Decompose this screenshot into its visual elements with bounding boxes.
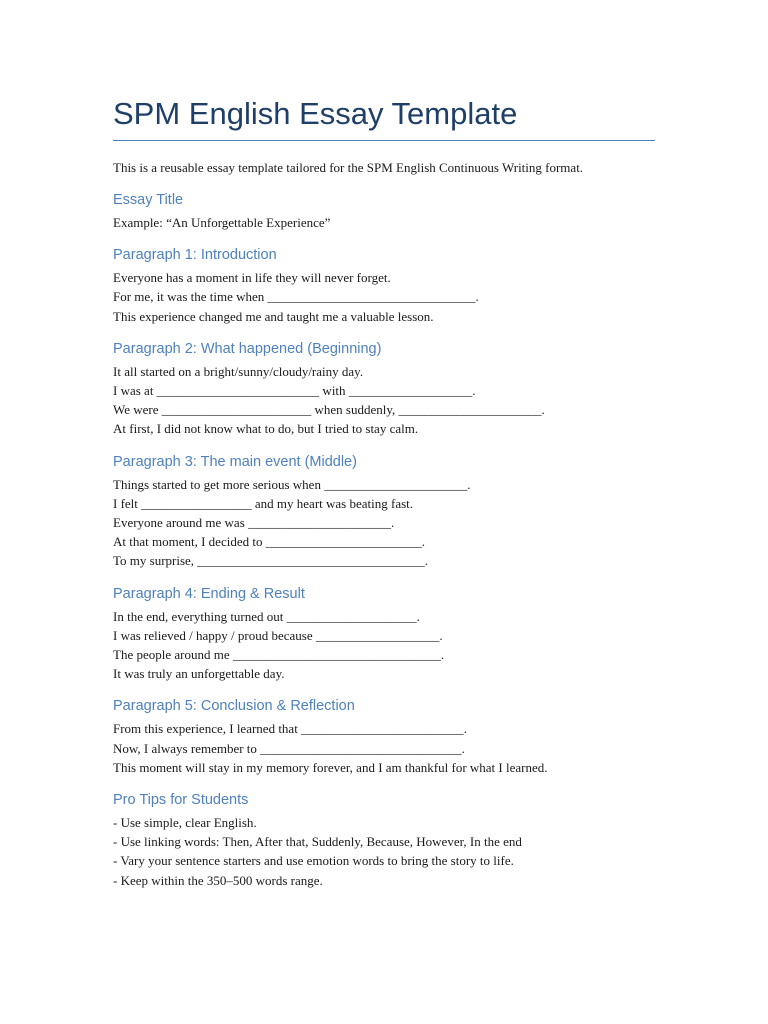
- section-line: This experience changed me and taught me a valuable lesson.: [113, 308, 434, 324]
- section-pro-tips: [113, 790, 655, 890]
- section-line: I felt _________________ and my heart was beating fast.: [113, 495, 414, 511]
- section-paragraph-2: [113, 339, 655, 439]
- section-heading: Paragraph 3: The main event (Middle): [113, 453, 357, 470]
- section-line: To my surprise, ___________________________________.: [113, 553, 429, 569]
- section-line: For me, it was the time when ________________________________.: [113, 289, 479, 305]
- section-line: Things started to get more serious when ______________________.: [113, 476, 471, 492]
- intro-text: This is a reusable essay template tailored for the SPM English Continuous Writing format.: [113, 160, 584, 175]
- tip-item: - Use linking words: Then, After that, Suddenly, Because, However, In the end: [113, 834, 522, 850]
- section-paragraph-3: [113, 452, 655, 571]
- document-page: [113, 92, 655, 890]
- section-line: I was relieved / happy / proud because ___________________.: [113, 627, 443, 643]
- section-line: Example: “An Unforgettable Experience”: [113, 215, 331, 230]
- section-line: I was at _________________________ with ___________________.: [113, 383, 476, 399]
- section-heading: Paragraph 1: Introduction: [113, 247, 277, 264]
- section-essay-title: [113, 190, 655, 232]
- section-paragraph-1: [113, 245, 655, 326]
- tip-item: - Use simple, clear English.: [113, 815, 257, 831]
- tip-item: - Vary your sentence starters and use emotion words to bring the story to life.: [113, 853, 514, 869]
- section-line: Everyone around me was ______________________.: [113, 515, 395, 531]
- section-heading: Paragraph 2: What happened (Beginning): [113, 340, 382, 357]
- section-line: Now, I always remember to _______________________________.: [113, 740, 465, 756]
- section-line: At that moment, I decided to ________________________.: [113, 534, 425, 550]
- section-line: It all started on a bright/sunny/cloudy/rainy day.: [113, 363, 364, 379]
- section-paragraph-4: [113, 584, 655, 684]
- section-line: From this experience, I learned that _________________________.: [113, 721, 467, 737]
- section-heading: Paragraph 4: Ending & Result: [113, 585, 305, 602]
- section-line: In the end, everything turned out ____________________.: [113, 608, 420, 624]
- section-line: This moment will stay in my memory forever, and I am thankful for what I learned.: [113, 759, 548, 775]
- section-line: It was truly an unforgettable day.: [113, 666, 285, 682]
- title-divider: [113, 140, 655, 141]
- section-line: We were _______________________ when suddenly, ______________________.: [113, 402, 545, 418]
- tip-item: - Keep within the 350–500 words range.: [113, 872, 323, 888]
- document-title: SPM English Essay Template: [113, 96, 518, 131]
- section-line: Everyone has a moment in life they will never forget.: [113, 270, 391, 286]
- section-line: The people around me ________________________________.: [113, 647, 445, 663]
- section-paragraph-5: [113, 696, 655, 777]
- section-heading: Pro Tips for Students: [113, 792, 249, 809]
- section-line: At first, I did not know what to do, but I tried to stay calm.: [113, 421, 419, 437]
- section-heading: Essay Title: [113, 192, 184, 208]
- section-heading: Paragraph 5: Conclusion & Reflection: [113, 698, 355, 715]
